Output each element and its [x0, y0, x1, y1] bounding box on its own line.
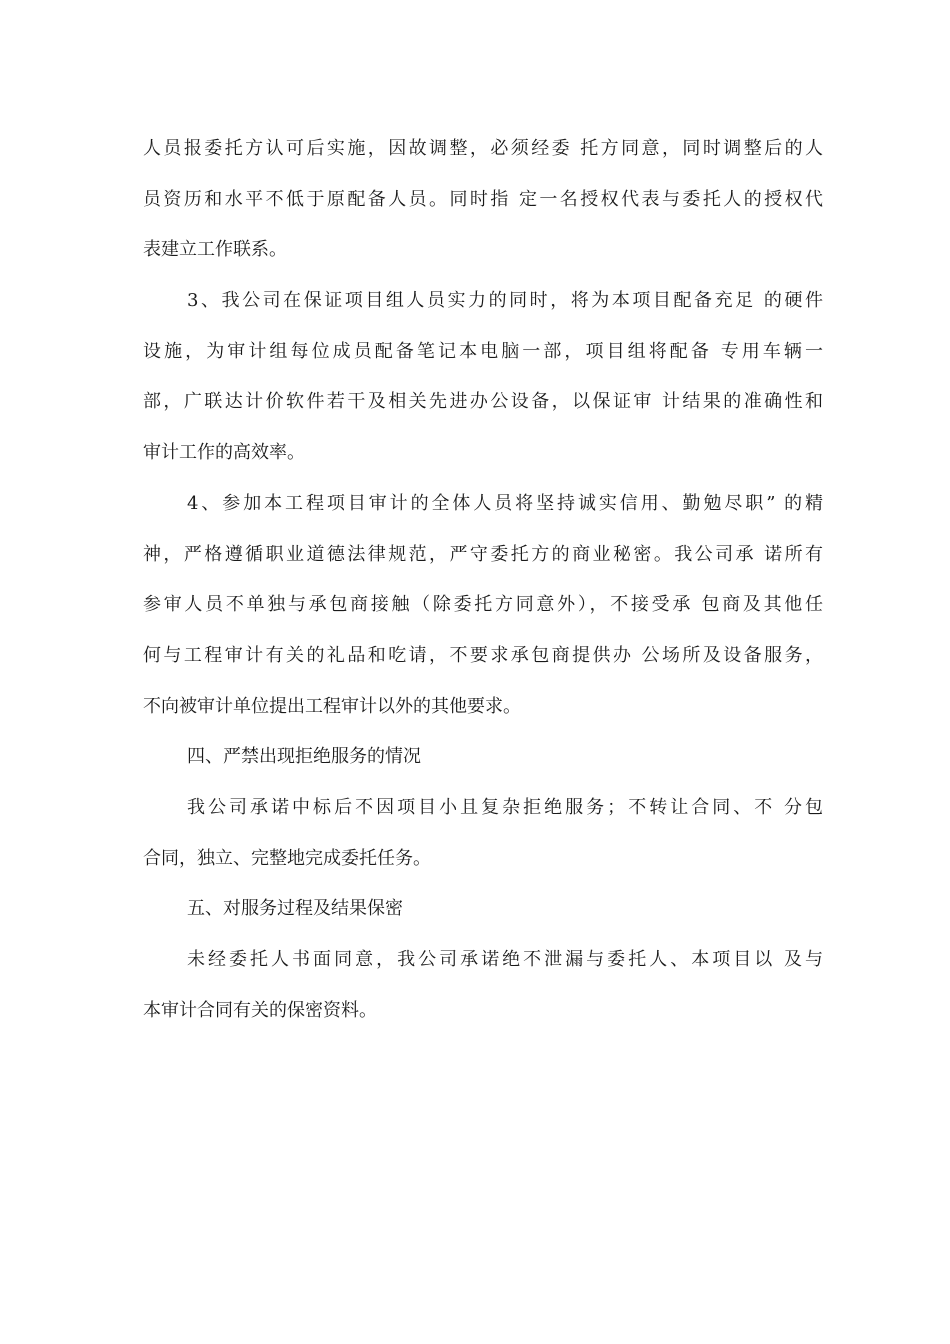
paragraph-start: 未经委托人书面同意，我公司承诺绝不泄漏与委托人、本项目以 及与	[187, 949, 823, 970]
text-line: 本审计合同有关的保密资料。	[143, 999, 377, 1021]
text-line: 员资历和水平不低于原配备人员。同时指 定一名授权代表与委托人的授权代	[143, 188, 823, 210]
text-line: 何与工程审计有关的礼品和吃请，不要求承包商提供办 公场所及设备服务，	[143, 644, 823, 666]
text-line: 合同，独立、完整地完成委托任务。	[143, 847, 431, 869]
section-heading-5: 五、对服务过程及结果保密	[187, 898, 403, 920]
text-line: 人员报委托方认可后实施，因故调整，必须经委 托方同意，同时调整后的人	[143, 138, 823, 159]
paragraph-4-start: 4、参加本工程项目审计的全体人员将坚持诚实信用、勤勉尽职” 的精	[187, 492, 823, 514]
text-line: 参审人员不单独与承包商接触（除委托方同意外），不接受承 包商及其他任	[143, 594, 823, 616]
text-line: 神，严格遵循职业道德法律规范，严守委托方的商业秘密。我公司承 诺所有	[143, 543, 823, 565]
paragraph-start: 我公司承诺中标后不因项目小且复杂拒绝服务；不转让合同、不 分包	[187, 796, 823, 818]
text-line: 部，广联达计价软件若干及相关先进办公设备，以保证审 计结果的准确性和	[143, 391, 823, 413]
text-line: 审计工作的高效率。	[143, 442, 305, 464]
text-line: 表建立工作联系。	[143, 239, 287, 261]
text-line: 设施，为审计组每位成员配备笔记本电脑一部，项目组将配备 专用车辆一	[143, 340, 823, 362]
document-body	[143, 124, 823, 1036]
paragraph-3-start: 3、我公司在保证项目组人员实力的同时，将为本项目配备充足 的硬件	[187, 290, 823, 312]
text-line: 不向被审计单位提出工程审计以外的其他要求。	[143, 695, 521, 717]
section-heading-4: 四、严禁出现拒绝服务的情况	[187, 746, 421, 768]
